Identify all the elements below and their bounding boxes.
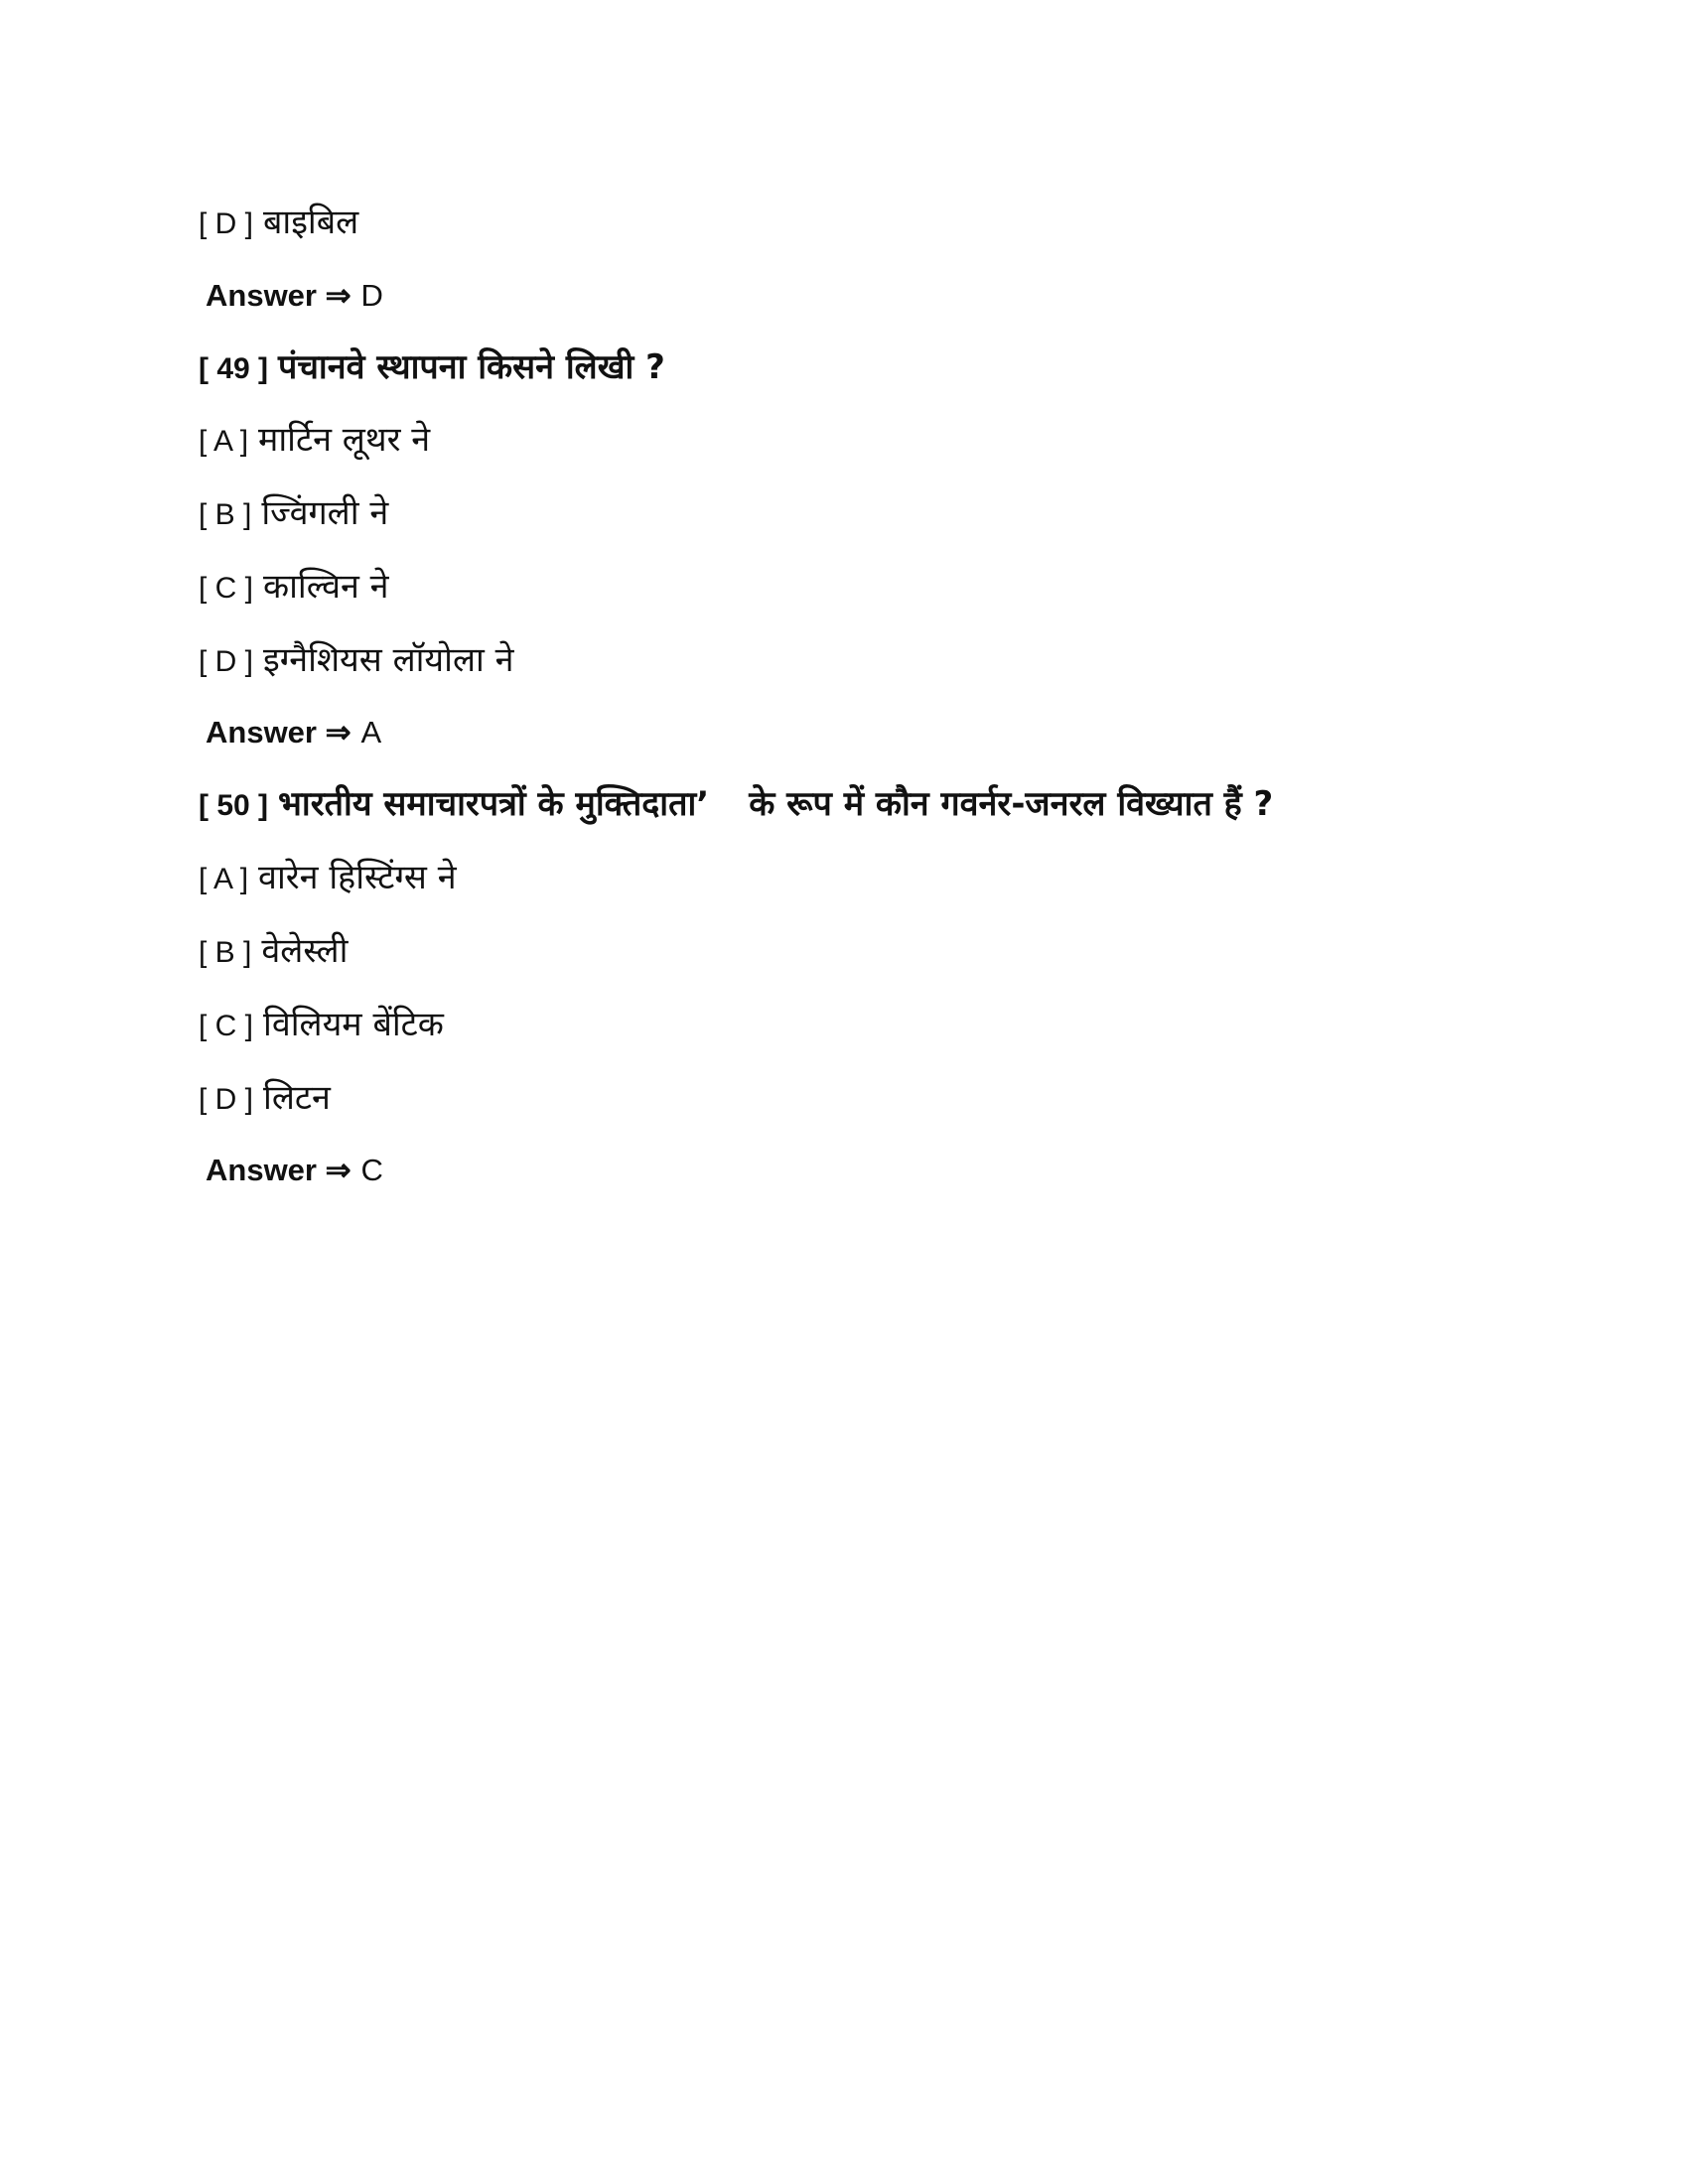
option-text: इग्नैशियस लॉयोला ने bbox=[263, 640, 514, 680]
option-label: [ A ] bbox=[199, 425, 249, 458]
option-label: [ B ] bbox=[199, 498, 252, 531]
answer-value: A bbox=[360, 715, 382, 750]
q50-option-d bbox=[199, 1076, 331, 1122]
answer-prev bbox=[206, 274, 383, 318]
q49-answer bbox=[206, 711, 381, 754]
answer-key: Answer ⇒ bbox=[206, 715, 352, 750]
option-label: [ D ] bbox=[199, 645, 254, 678]
question-50 bbox=[199, 782, 1273, 828]
question-49 bbox=[199, 345, 665, 391]
option-text: मार्टिन लूथर ने bbox=[258, 420, 431, 460]
q50-option-c bbox=[199, 1003, 444, 1048]
option-label: [ B ] bbox=[199, 936, 252, 969]
q50-option-a bbox=[199, 856, 457, 901]
q49-option-b bbox=[199, 491, 388, 537]
option-text: वारेन हिस्टिंग्स ने bbox=[258, 858, 457, 897]
option-text: लिटन bbox=[263, 1078, 331, 1118]
answer-value: D bbox=[360, 278, 383, 313]
answer-key: Answer ⇒ bbox=[206, 278, 352, 313]
option-label: [ D ] bbox=[199, 207, 254, 240]
option-text: वेलेस्ली bbox=[261, 931, 349, 971]
option-text: ज्विंगली ने bbox=[261, 493, 389, 533]
answer-key: Answer ⇒ bbox=[206, 1153, 352, 1187]
option-label: [ A ] bbox=[199, 863, 249, 895]
q49-option-a bbox=[199, 418, 430, 464]
option-d-prev bbox=[199, 201, 358, 246]
question-text: पंचानवे स्थापना किसने लिखी ? bbox=[278, 347, 665, 387]
q50-answer bbox=[206, 1149, 383, 1192]
option-text: बाइबिल bbox=[263, 203, 359, 242]
question-text-part2: के रूप में कौन गवर्नर-जनरल विख्यात हैं ? bbox=[749, 784, 1274, 824]
q50-option-b bbox=[199, 929, 348, 975]
option-label: [ D ] bbox=[199, 1083, 254, 1116]
question-number: [ 49 ] bbox=[199, 352, 269, 385]
option-label: [ C ] bbox=[199, 1010, 254, 1042]
option-text: काल्विन ने bbox=[263, 567, 389, 607]
question-text-part1: भारतीय समाचारपत्रों के मुक्तिदाता’ bbox=[278, 784, 710, 824]
option-text: विलियम बेंटिक bbox=[263, 1005, 444, 1044]
answer-value: C bbox=[360, 1153, 383, 1187]
q49-option-d bbox=[199, 638, 514, 684]
question-number: [ 50 ] bbox=[199, 789, 269, 822]
option-label: [ C ] bbox=[199, 572, 254, 605]
q49-option-c bbox=[199, 565, 389, 611]
